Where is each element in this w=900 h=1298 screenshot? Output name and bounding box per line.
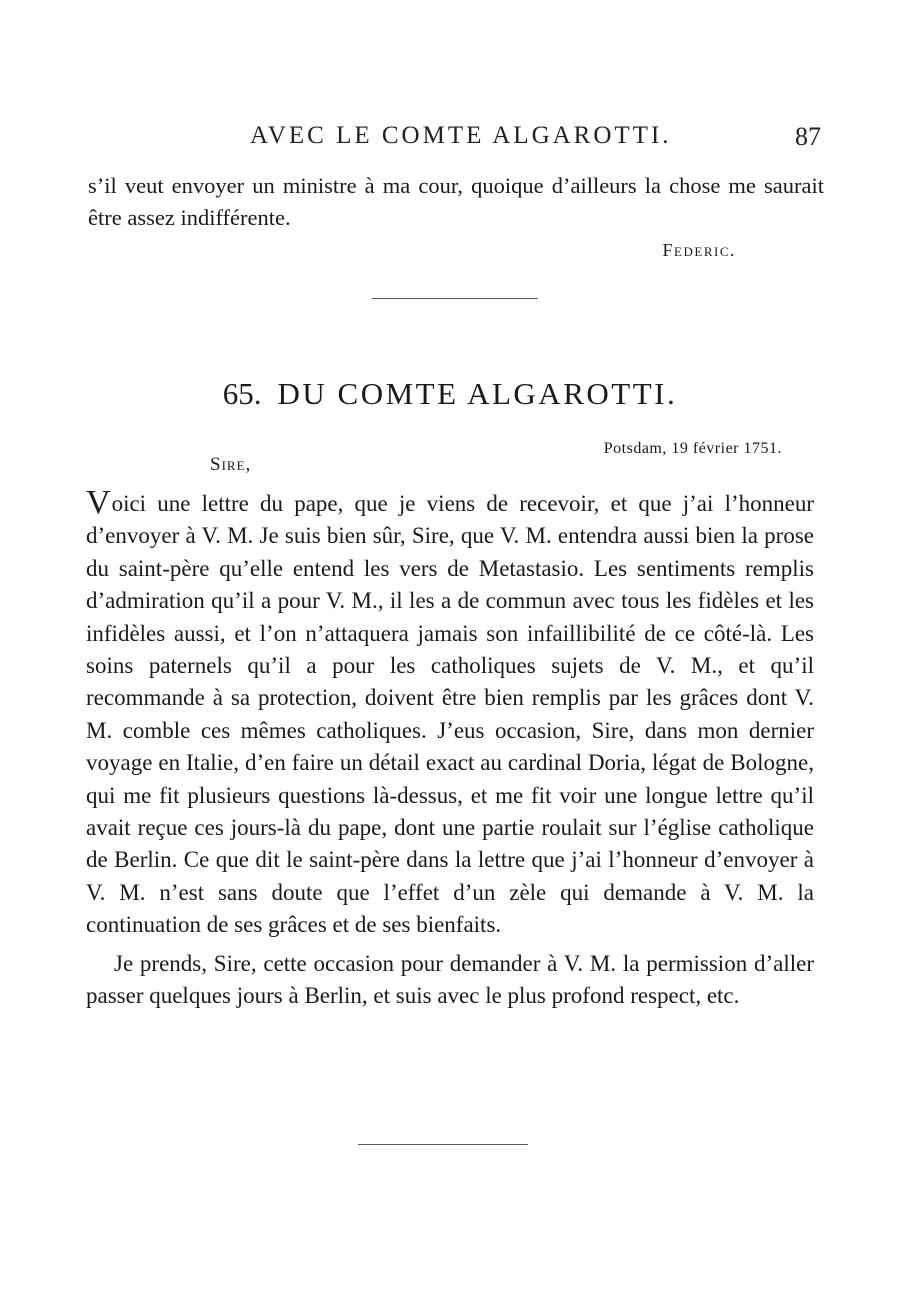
paragraph <box>86 484 814 942</box>
previous-letter-ending: s’il veut envoyer un ministre à ma cour, quoique d’ailleurs la chose me saurait être assez indifférente. <box>88 173 824 230</box>
letter-body <box>86 484 814 1013</box>
running-head <box>0 122 900 154</box>
page-number: 87 <box>795 122 821 151</box>
paragraph: Je prends, Sire, cette occasion pour demander à V. M. la permission d’aller passer quelques jours à Berlin, et suis avec le plus profond respect, etc. <box>86 950 814 1009</box>
section-divider <box>372 298 538 299</box>
letter-number: 65. <box>222 376 262 411</box>
end-divider <box>358 1144 528 1145</box>
signature: Federic. <box>662 240 736 260</box>
letter-title: DU COMTE ALGAROTTI. <box>277 376 678 411</box>
letter-heading <box>0 376 900 412</box>
paragraph-text: oici une lettre du pape, que je viens de recevoir, et que j’ai l’honneur d’envoyer à V. M. Je suis bien sûr, Sire, que V. M. entendra aussi bien la prose du saint-père qu’elle entend les vers de Metastasio. Les sentiments remplis d’admiration qu’il a pour V. M., il les a de commun avec tous les fidèles et les infidèles aussi, et l’on n’attaquera jamais son infaillibilité de ce côté-là. Les soins paternels qu’il a pour les catholiques sujets de V. M., et qu’il recommande à sa protection, doivent être bien remplis par les grâces dont V. M. comble ces mêmes catholiques. J’eus occasion, Sire, dans mon dernier voyage en Italie, d’en faire un détail exact au cardinal Doria, légat de Bologne, qui me fit plusieurs questions là-dessus, et me fit voir une longue lettre qu’il avait reçue ces jours-là du pape, dont une partie roulait sur l’église catholique de Berlin. Ce que dit le saint-père dans la lettre que j’ai l’honneur d’envoyer à V. M. n’est sans doute que l’effet d’un zèle qui demande à V. M. la continuation de ses grâces et de ses bienfaits. <box>86 491 814 938</box>
running-title: AVEC LE COMTE ALGAROTTI. <box>250 122 672 149</box>
drop-cap: V <box>86 484 111 521</box>
salutation: Sire, <box>210 454 252 475</box>
dateline: Potsdam, 19 février 1751. <box>603 440 782 457</box>
